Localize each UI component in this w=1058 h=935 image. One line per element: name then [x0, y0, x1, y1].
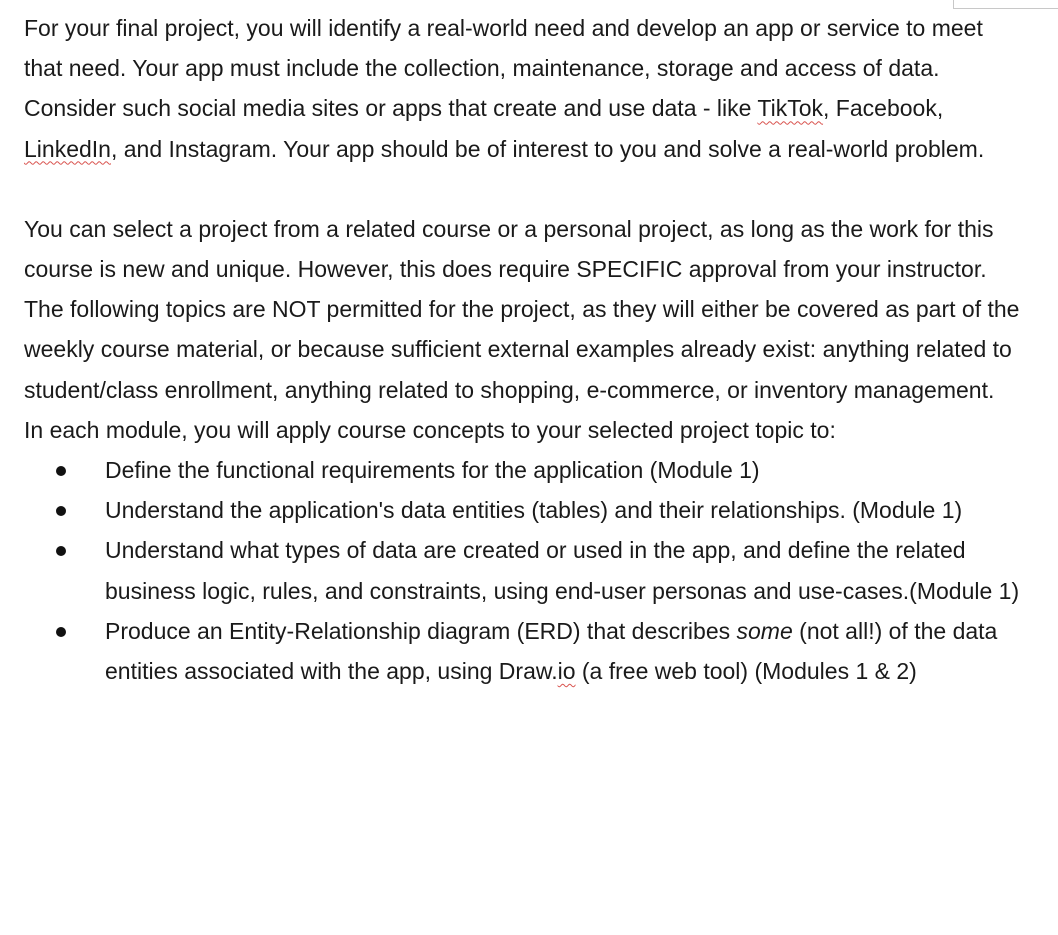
spellcheck-word-tiktok[interactable]: TikTok [757, 95, 824, 122]
list-item [24, 450, 1024, 490]
restrictions-paragraph: The following topics are NOT permitted for the project, as they will either be covered as part of the weekly course material, or because sufficient external examples already exist: anything related to student/class enrollment, anything related to shopping, e-commerce, or inventory management. [24, 296, 1020, 403]
selection-paragraph: You can select a project from a related course or a personal project, as long as the work for this course is new and unique. However, this does require SPECIFIC approval from your instructor. [24, 215, 994, 283]
module-task-list [24, 450, 1024, 691]
intro-text-2: , Facebook, [823, 95, 944, 122]
intro-paragraph [24, 8, 1024, 169]
intro-text-1: For your final project, you will identify a real-world need and develop an app or service to meet that need. Your app must include the collection, maintenance, storage and access of data. Consider such social media sites or apps that create and use data - like [24, 15, 983, 122]
list-item [24, 530, 1024, 610]
list-item-text: Understand the application's data entities (tables) and their relationships. (Module 1) [105, 497, 963, 524]
list-item-text: Understand what types of data are created or used in the app, and define the related business logic, rules, and constraints, using end-user personas and use-cases.(Module 1) [105, 537, 1020, 604]
bullet-icon [56, 506, 66, 516]
spellcheck-word-io[interactable]: io [557, 658, 576, 685]
bullet-icon [56, 466, 66, 476]
list-item-text: Define the functional requirements for the application (Module 1) [105, 457, 760, 484]
paragraph-gap [24, 169, 1024, 209]
document-body [24, 8, 1024, 691]
spellcheck-word-linkedin[interactable]: LinkedIn [24, 135, 111, 162]
list-item [24, 611, 1024, 691]
bullet-icon [56, 627, 66, 637]
list-item-text: Produce an Entity-Relationship diagram (ERD) that describes [105, 617, 737, 644]
list-item-text: (not all!) of the data entities associated with the app, using Draw. [105, 617, 998, 685]
intro-text-3: , and Instagram. Your app should be of interest to you and solve a real-world problem. [110, 135, 985, 162]
list-item [24, 490, 1024, 530]
list-item-text: (a free web tool) (Modules 1 & 2) [575, 658, 917, 685]
emphasis-text: some [736, 617, 793, 644]
bullet-icon [56, 546, 66, 556]
modules-intro: In each module, you will apply course concepts to your selected project topic to: [24, 416, 836, 443]
